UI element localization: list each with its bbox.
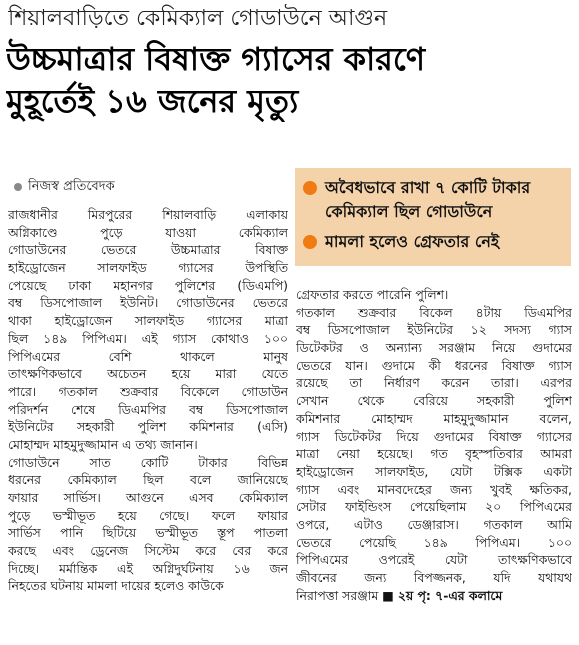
article-line <box>8 365 288 383</box>
article-line: নিরাপত্তা সরঞ্জাম ■ ২য় পৃ: ৭-এর কলামে <box>296 587 503 603</box>
article-line <box>296 410 572 428</box>
article-line-text: অগ্নিকাণ্ডে পুড়ে যাওয়া কেমিক্যাল <box>8 224 288 240</box>
article-line <box>8 418 288 436</box>
article-line <box>8 383 288 401</box>
article-line-text: সেখান থেকে বেরিয়ে সহকারী পুলিশ <box>296 393 572 409</box>
article-line <box>296 428 572 446</box>
article-line <box>8 524 288 542</box>
article-line <box>296 339 572 357</box>
article-line-text: ছিল ১৪৯ পিপিএম। এই গ্যাস কোথাও ১০০ <box>8 330 288 346</box>
article-line-text: ভেতরে পেয়েছি ১৪৯ পিপিএম। ১০০ <box>296 534 572 550</box>
article-line <box>8 259 288 277</box>
orange-bullet-icon <box>303 235 317 249</box>
article-line-text: ডিটেকটর ও অন্যান্য সরঞ্জাম নিয়ে গুদামের <box>296 340 572 356</box>
article-line <box>8 277 288 295</box>
article-line-text: পুড়ে ভস্মীভূত হয়ে গেছে। ফলে ফায়ার <box>8 507 288 523</box>
article-line <box>296 321 572 339</box>
article-line-text: হাইড্রোজেন সালফাইড, যেটা টক্সিক একটা <box>296 463 572 479</box>
article-line-text: পিপিএমের ওপরেই যেটা তাৎক্ষণিকভাবে <box>296 552 572 568</box>
article-line <box>296 286 572 304</box>
article-line <box>296 481 572 499</box>
headline <box>6 38 574 122</box>
article-line-text: ধরনের কেমিক্যাল ছিল বলে জানিয়েছে <box>8 472 288 488</box>
article-line <box>8 348 288 366</box>
article-line-text: পরিদর্শন শেষে ডিএমপির বম্ব ডিসপোজাল <box>8 401 288 417</box>
bullet-icon <box>14 183 22 191</box>
article-line <box>8 489 288 507</box>
article-line-text: গ্রেফতার করতে পারেনি পুলিশ। <box>296 287 449 302</box>
highlight-item <box>303 230 565 254</box>
article-line <box>8 312 288 330</box>
article-line <box>296 445 572 463</box>
article-line <box>296 304 572 322</box>
article-line-text: পিপিএমের বেশি থাকলে মানুষ <box>8 348 288 364</box>
continuation-note: ২য় পৃ: ৭-এর কলামে <box>397 587 503 603</box>
article-line-text: পেয়েছে ঢাকা মহানগর পুলিশের (ডিএমপি) <box>8 277 288 293</box>
article-line-text: রাজধানীর মিরপুরের শিয়ালবাড়ি এলাকায় <box>8 207 288 222</box>
article-line-text: জীবনের জন্য বিপজ্জনক, যদি যথাযথ <box>296 570 572 585</box>
article-line-text: তাৎক্ষণিকভাবে অচেতন হয়ে মারা যেতে <box>8 366 288 382</box>
article-line <box>296 498 572 516</box>
article-line-text: নিহতের ঘটনায় মামলা দায়ের হলেও কাউকে <box>8 578 224 594</box>
article-line-text: গ্যাস ডিটেকটর দিয়ে গুদামের বিষাক্ত গ্যাসের <box>296 428 572 444</box>
article-line <box>8 330 288 348</box>
article-line-text: বম্ব ডিসপোজাল ইউনিট। গোডাউনের ভেতরে <box>8 295 288 311</box>
article-line-text: থাকা হাইড্রোজেন সালফাইড গ্যাসের মাত্রা <box>8 313 288 329</box>
article-line-text: মাত্রা নেয়া হয়েছে। গত বৃহস্পতিবার আমরা <box>296 446 572 462</box>
article-line <box>8 542 288 560</box>
article-line-text: মোহাম্মদ মাহমুদুজ্জামান এ তথ্য জানান। <box>8 436 198 452</box>
article-line-text: গোডাউনে সাত কোটি টাকার বিভিন্ন <box>8 454 288 470</box>
byline-text: নিজস্ব প্রতিবেদক <box>28 179 115 194</box>
article-line-text: ইউনিটের সহকারী পুলিশ কমিশনার (এসি) <box>8 419 288 435</box>
article-line-text: ফায়ার সার্ভিস। আগুনে এসব কেমিক্যাল <box>8 490 288 505</box>
article-line-text: গ্যাস এবং মানবদেহের জন্য খুবই ক্ষতিকর, <box>296 481 572 497</box>
article-line <box>296 551 572 569</box>
article-line-text: নিরাপত্তা সরঞ্জাম <box>296 587 379 603</box>
article-line-text: ওপরে, এটাও ডেঞ্জারাস। গতকাল আমি <box>296 516 572 532</box>
byline <box>14 178 115 196</box>
article-line-text: করছে এবং ড্রেনেজ সিস্টেম করে বের করে <box>8 543 288 559</box>
highlight-item <box>303 176 565 224</box>
article-line <box>8 401 288 419</box>
article-line <box>296 534 572 552</box>
article-line <box>296 357 572 375</box>
article-line <box>296 463 572 481</box>
article-line <box>296 374 572 392</box>
article-line-text: হাইড্রোজেন সালফাইড গ্যাসের উপস্থিতি <box>8 260 288 276</box>
article-line-text: ভেতরে যান। গুদামে কী ধরনের বিষাক্ত গ্যাস <box>296 357 572 373</box>
article-line <box>296 569 572 587</box>
article-line-text: গোডাউনের ভেতরে উচ্চমাত্রার বিষাক্ত <box>8 242 288 258</box>
article-line <box>8 224 288 242</box>
article-line-text: গতকাল শুক্রবার বিকেল ৪টায় ডিএমপির <box>296 304 572 320</box>
article-line <box>8 206 288 224</box>
article-line-text: দিচ্ছে। মর্মান্তিক এই অগ্নিদুর্ঘটনায় ১৬ জন <box>8 560 288 576</box>
highlight-box <box>295 168 571 266</box>
headline-line-2: মুহূর্তেই ১৬ জনের মৃত্যু <box>6 82 299 120</box>
highlight-text: অবৈধভাবে রাখা ৭ কোটি টাকার কেমিক্যাল ছিল গোডাউনে <box>325 178 531 221</box>
article-line <box>8 454 288 472</box>
article-line <box>8 560 288 578</box>
article-line <box>8 471 288 489</box>
headline-line-1: উচ্চমাত্রার বিষাক্ত গ্যাসের কারণে <box>6 40 426 78</box>
article-line-text: সেটার ফাইন্ডিংস পেয়েছিলাম ২০ পিপিএমের <box>296 499 572 515</box>
article-line <box>8 507 288 525</box>
highlight-text: মামলা হলেও গ্রেফতার নেই <box>325 232 500 251</box>
article-line-text: কমিশনার মোহাম্মদ মাহমুদুজ্জামান বলেন, <box>296 410 572 426</box>
article-line <box>8 294 288 312</box>
article-line-text: সার্ভিস পানি ছিটিয়ে ভস্মীভূত স্তূপ পাতলা <box>8 525 288 541</box>
article-line <box>8 577 288 595</box>
article-line-text: পারে। গতকাল শুক্রবার বিকেলে গোডাউন <box>8 383 288 399</box>
article-line-text: রয়েছে তা নির্ধারণ করেন তারা। এরপর <box>296 375 572 391</box>
article-column-left <box>8 206 288 595</box>
article-line <box>8 436 288 454</box>
article-line <box>296 392 572 410</box>
orange-bullet-icon <box>303 181 317 195</box>
article-line <box>296 516 572 534</box>
kicker: শিয়ালবাড়িতে কেমিক্যাল গোডাউনে আগুন <box>8 6 388 31</box>
article-column-right <box>296 286 572 604</box>
article-line <box>8 241 288 259</box>
article-line-text: বম্ব ডিসপোজাল ইউনিটের ১২ সদস্য গ্যাস <box>296 322 572 338</box>
